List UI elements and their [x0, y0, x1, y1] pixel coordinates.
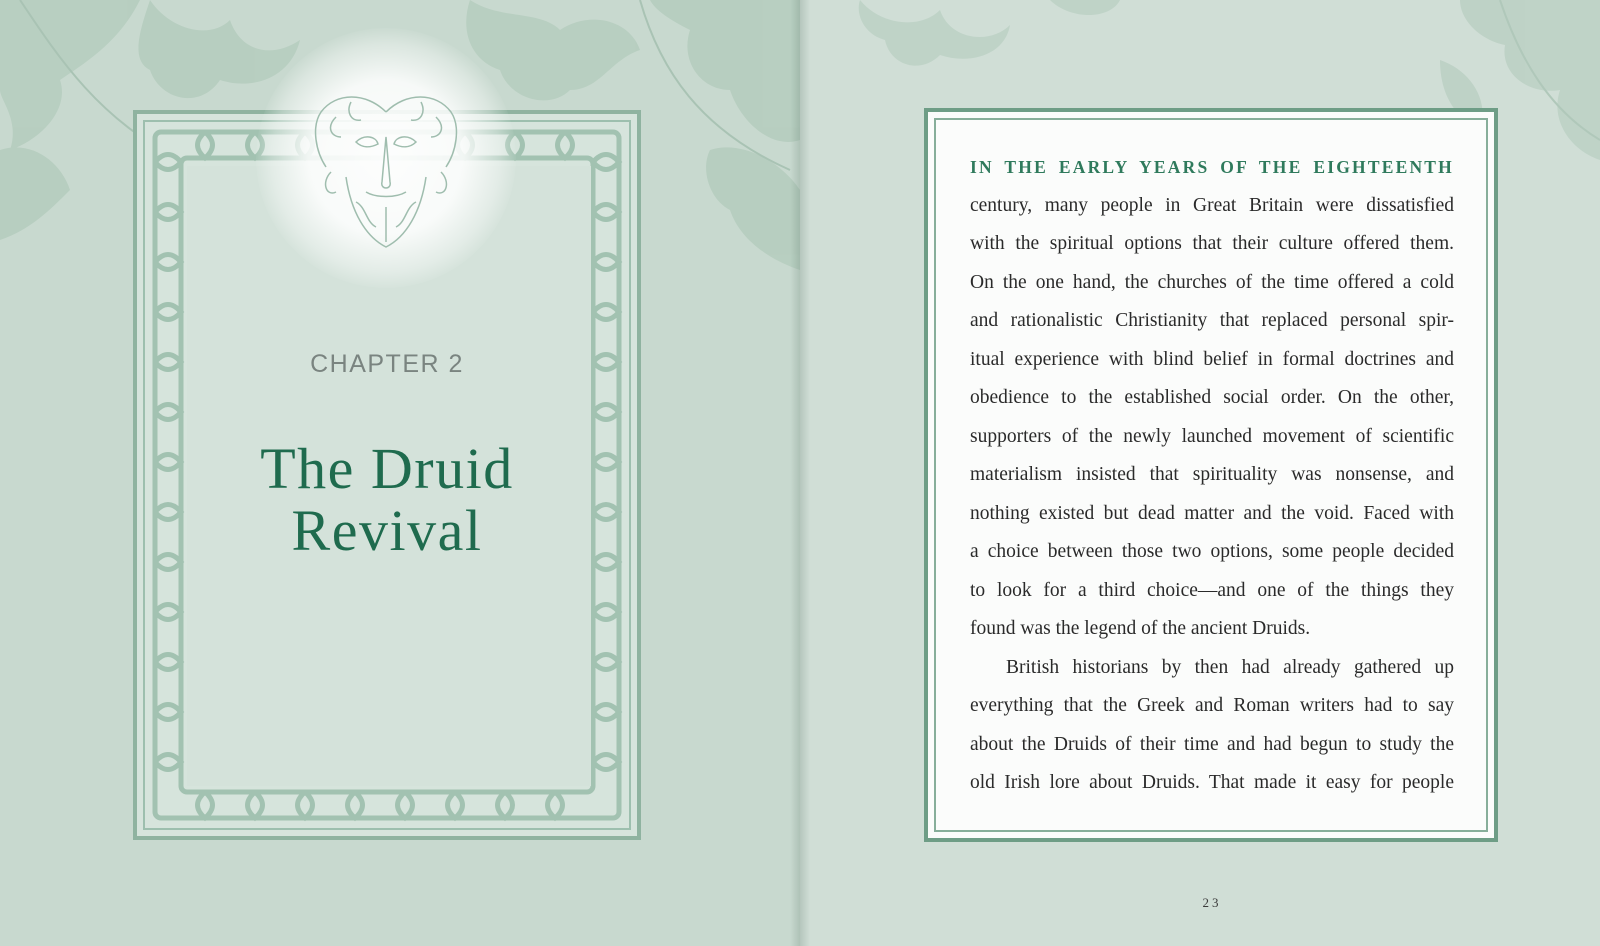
text-line: British historians by then had already gathered up	[1006, 656, 1454, 678]
text-line: itual experience with blind belief in formal doctrines and	[970, 348, 1454, 370]
text-line: On the one hand, the churches of the time offered a cold	[970, 271, 1454, 293]
chapter-title-line2: Revival	[291, 498, 483, 563]
green-man-icon	[306, 82, 466, 252]
text-line: obedience to the established social order. On the other,	[970, 387, 1454, 408]
text-line: supporters of the newly launched movement of scientific	[970, 425, 1454, 447]
body-text	[970, 148, 1454, 803]
chapter-label: CHAPTER 2	[310, 350, 464, 378]
text-line: with the spiritual options that their culture offered them.	[970, 233, 1454, 254]
text-line: everything that the Greek and Roman writers had to say	[970, 695, 1454, 716]
text-line: materialism insisted that spirituality was nonsense, and	[970, 464, 1454, 485]
chapter-title	[133, 438, 641, 562]
page-gutter	[790, 0, 810, 946]
text-line: found was the legend of the ancient Druids.	[970, 618, 1311, 639]
text-line: a choice between those two options, some people decided	[970, 541, 1454, 562]
text-line: IN THE EARLY YEARS OF THE EIGHTEENTH	[970, 157, 1454, 177]
text-line: century, many people in Great Britain were dissatisfied	[970, 194, 1454, 216]
chapter-title-line1: The Druid	[260, 436, 514, 501]
text-line: nothing existed but dead matter and the void. Faced with	[970, 502, 1454, 524]
text-line: and rationalistic Christianity that replaced personal spir-	[970, 310, 1454, 331]
page-number: 23	[1202, 895, 1222, 910]
text-line: about the Druids of their time and had begun to study the	[970, 733, 1454, 755]
text-line: to look for a third choice—and one of the things they	[970, 579, 1454, 601]
text-line: old Irish lore about Druids. That made it easy for people	[970, 772, 1454, 793]
